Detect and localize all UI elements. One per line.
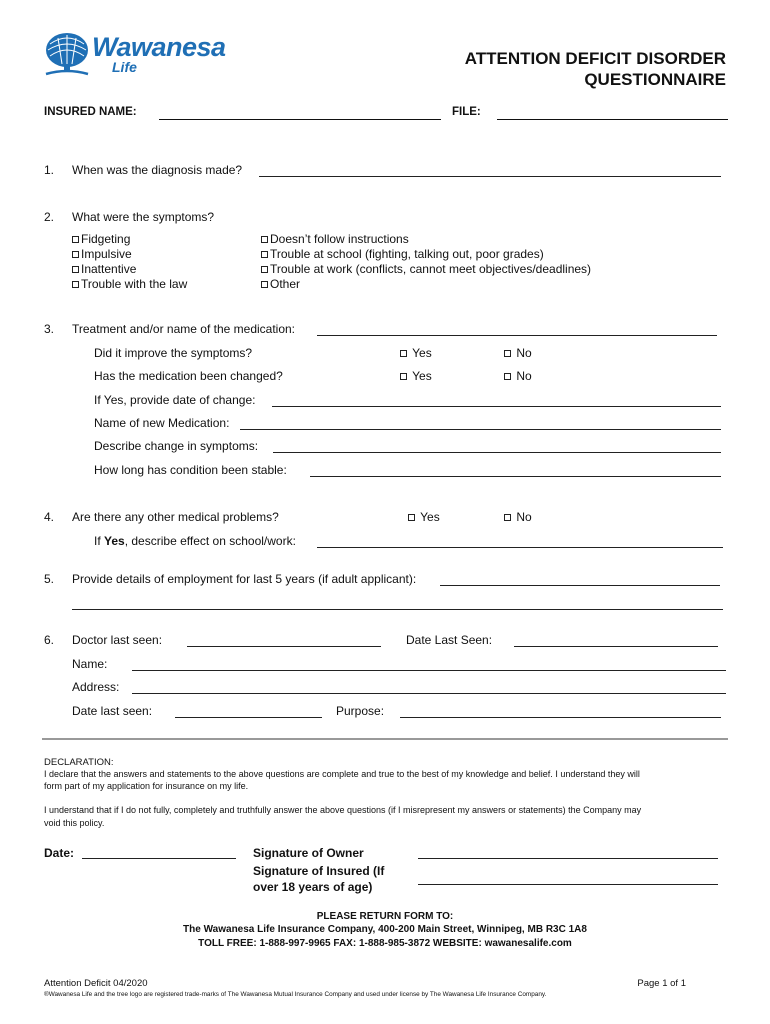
q6-date-last-seen-field[interactable]: [514, 646, 718, 647]
q3-stable-field[interactable]: [310, 476, 721, 477]
q1-number: 1.: [44, 163, 55, 177]
declaration-text: I understand that if I do not fully, completely and truthfully answer the above questions (if I misrepresent my answers or statements) the Company may: [44, 805, 642, 815]
q3-number: 3.: [44, 322, 55, 336]
symptom-option[interactable]: Trouble at work (conflicts, cannot meet objectives/deadlines): [261, 262, 591, 276]
q6-name-field[interactable]: [132, 670, 726, 671]
form-id: Attention Deficit 04/2020: [44, 978, 148, 989]
checkbox[interactable]: [261, 266, 268, 273]
checkbox[interactable]: [72, 281, 79, 288]
return-heading: PLEASE RETURN FORM TO:: [316, 911, 454, 922]
symptom-option[interactable]: Other: [261, 277, 300, 291]
page-title: [465, 48, 726, 90]
trademark-notice: ®Wawanesa Life and the tree logo are registered trade-marks of The Wawanesa Mutual Insurance Company and used under license by The Wawanesa Life Insurance Company.: [44, 991, 547, 998]
q4-text: Are there any other medical problems?: [72, 510, 279, 524]
q6-purpose-label: Purpose:: [336, 704, 385, 718]
date-label: Date:: [44, 846, 75, 860]
q6-date-last-seen-label: Date Last Seen:: [406, 633, 493, 647]
checkbox[interactable]: [261, 251, 268, 258]
signature-insured-label-1: Signature of Insured (If: [253, 864, 385, 878]
checkbox[interactable]: [72, 251, 79, 258]
q3-date-change-label: If Yes, provide date of change:: [94, 393, 256, 407]
declaration-text: form part of my application for insurance on my life.: [44, 781, 249, 791]
signature-insured-label-2: over 18 years of age): [253, 880, 373, 894]
q6-doctor-field[interactable]: [187, 646, 381, 647]
checkbox[interactable]: [408, 514, 415, 521]
company-logo: [42, 30, 226, 80]
checkbox[interactable]: [400, 350, 407, 357]
q3-stable-label: How long has condition been stable:: [94, 463, 287, 477]
date-field[interactable]: [82, 858, 236, 859]
q3-describe-label: Describe change in symptoms:: [94, 439, 259, 453]
declaration-text: void this policy.: [44, 818, 105, 828]
symptom-option[interactable]: Trouble at school (fighting, talking out, poor grades): [261, 247, 544, 261]
q3-describe-field[interactable]: [273, 452, 721, 453]
q6-address-label: Address:: [72, 680, 120, 694]
checkbox[interactable]: [504, 373, 511, 380]
checkbox[interactable]: [261, 281, 268, 288]
insured-name-label: INSURED NAME:: [44, 106, 137, 118]
insured-name-field[interactable]: [159, 119, 441, 120]
signature-owner-label: Signature of Owner: [253, 846, 364, 860]
q5-employment-field-1[interactable]: [440, 585, 720, 586]
checkbox[interactable]: [72, 236, 79, 243]
checkbox[interactable]: [72, 266, 79, 273]
q2-text: What were the symptoms?: [72, 210, 215, 224]
return-address: The Wawanesa Life Insurance Company, 400-200 Main Street, Winnipeg, MB R3C 1A8: [183, 924, 587, 935]
q6-number: 6.: [44, 633, 55, 647]
declaration-text: I declare that the answers and statements to the above questions are complete and true to the best of my knowledge and belief. I understand they will: [44, 769, 640, 779]
q3-text: Treatment and/or name of the medication:: [72, 322, 296, 336]
q4-yes[interactable]: Yes: [408, 510, 440, 524]
q3-improve-no[interactable]: No: [504, 346, 532, 360]
checkbox[interactable]: [504, 514, 511, 521]
q2-number: 2.: [44, 210, 55, 224]
symptom-option[interactable]: Trouble with the law: [72, 277, 187, 291]
q3-changed-yes[interactable]: Yes: [400, 369, 432, 383]
return-contact: TOLL FREE: 1-888-997-9965 FAX: 1-888-985-3872 WEBSITE: wawanesalife.com: [198, 938, 572, 949]
q3-improve-yes[interactable]: Yes: [400, 346, 432, 360]
symptom-option[interactable]: Impulsive: [72, 247, 132, 261]
q4-effect-field[interactable]: [317, 547, 723, 548]
q5-employment-field-2[interactable]: [72, 609, 723, 610]
signature-insured-field[interactable]: [418, 884, 718, 885]
title-line-1: ATTENTION DEFICIT DISORDER: [464, 49, 726, 68]
q6-purpose-field[interactable]: [400, 717, 721, 718]
signature-owner-field[interactable]: [418, 858, 718, 859]
q1-answer-field[interactable]: [259, 176, 721, 177]
q5-text: Provide details of employment for last 5 years (if adult applicant):: [72, 572, 417, 586]
file-field[interactable]: [497, 119, 728, 120]
q1-text: When was the diagnosis made?: [72, 163, 243, 177]
q6-doctor-label: Doctor last seen:: [72, 633, 163, 647]
q6-name-label: Name:: [72, 657, 108, 671]
q6-address-field[interactable]: [132, 693, 726, 694]
q3-changed-label: Has the medication been changed?: [94, 369, 283, 383]
symptom-option[interactable]: Doesn’t follow instructions: [261, 232, 409, 246]
checkbox[interactable]: [261, 236, 268, 243]
q5-number: 5.: [44, 572, 55, 586]
section-divider: [42, 738, 728, 740]
title-line-2: QUESTIONNAIRE: [584, 70, 726, 89]
q3-new-med-label: Name of new Medication:: [94, 416, 230, 430]
q6-date-last-field[interactable]: [175, 717, 322, 718]
checkbox[interactable]: [400, 373, 407, 380]
q3-changed-no[interactable]: No: [504, 369, 532, 383]
q3-new-med-field[interactable]: [240, 429, 721, 430]
q4-no[interactable]: No: [504, 510, 532, 524]
q6-date-last-label: Date last seen:: [72, 704, 153, 718]
page-number: Page 1 of 1: [637, 978, 686, 989]
symptom-option[interactable]: Inattentive: [72, 262, 136, 276]
q3-improve-label: Did it improve the symptoms?: [94, 346, 253, 360]
brand-name: Wawanesa: [92, 32, 226, 62]
q3-date-change-field[interactable]: [272, 406, 721, 407]
symptom-option[interactable]: Fidgeting: [72, 232, 130, 246]
tree-logo-icon: [42, 30, 92, 78]
brand-sub: Life: [112, 59, 137, 75]
checkbox[interactable]: [504, 350, 511, 357]
declaration-heading: DECLARATION:: [44, 757, 114, 768]
q4-if-yes-label: If Yes, describe effect on school/work:: [94, 534, 296, 548]
q4-number: 4.: [44, 510, 55, 524]
file-label: FILE:: [452, 106, 481, 118]
q3-medication-field[interactable]: [317, 335, 717, 336]
